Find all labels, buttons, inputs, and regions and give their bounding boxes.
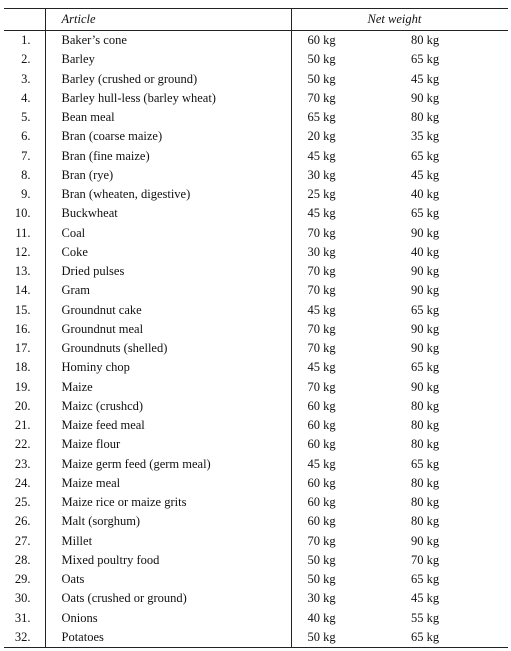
net-weight-second-cell: 65 kg	[411, 52, 440, 67]
row-number-cell: 16.	[14, 321, 31, 336]
row-number-cell: 24.	[14, 475, 31, 490]
article-cell: Bran (rye)	[45, 166, 291, 185]
article-cell: Maize	[45, 378, 291, 397]
article-cell: Groundnut cake	[45, 301, 291, 320]
net-weight-second-cell: 90 kg	[411, 341, 440, 355]
net-weight-first-cell: 30 kg	[291, 243, 391, 262]
article-column-header: Article	[45, 9, 291, 31]
net-weight-first-cell: 70 kg	[291, 378, 391, 397]
row-number-cell: 23.	[14, 456, 31, 471]
table-row	[4, 532, 508, 551]
row-number-cell: 15.	[14, 302, 31, 317]
net-weight-first-cell: 20 kg	[291, 127, 391, 146]
table-row	[4, 493, 508, 512]
article-cell: Mixed poultry food	[45, 551, 291, 570]
table-row	[4, 147, 508, 166]
article-cell: Hominy chop	[45, 358, 291, 377]
table-row	[4, 589, 508, 608]
table-body	[4, 31, 508, 648]
article-cell: Barley	[45, 50, 291, 69]
article-cell: Bean meal	[45, 108, 291, 127]
article-cell: Coal	[45, 224, 291, 243]
net-weight-second-cell: 65 kg	[411, 148, 440, 163]
net-weight-first-cell: 60 kg	[291, 474, 391, 493]
net-weight-first-cell: 30 kg	[291, 589, 391, 608]
article-cell: Malt (sorghum)	[45, 512, 291, 531]
row-number-cell: 1.	[21, 33, 31, 47]
article-cell: Potatoes	[45, 628, 291, 648]
net-weight-first-cell: 60 kg	[291, 435, 391, 454]
article-cell: Bran (wheaten, digestive)	[45, 185, 291, 204]
table-row	[4, 281, 508, 300]
net-weight-first-cell: 40 kg	[291, 609, 391, 628]
article-cell: Maize meal	[45, 474, 291, 493]
table-row	[4, 455, 508, 474]
row-number-cell: 7.	[21, 148, 31, 163]
article-cell: Baker’s cone	[45, 31, 291, 51]
net-weight-first-cell: 70 kg	[291, 281, 391, 300]
row-number-cell: 6.	[21, 129, 31, 144]
net-weight-second-cell: 90 kg	[411, 90, 440, 105]
row-number-cell: 21.	[14, 418, 31, 432]
net-weight-first-cell: 45 kg	[291, 358, 391, 377]
net-weight-second-cell: 65 kg	[391, 628, 508, 648]
net-weight-first-cell: 70 kg	[291, 320, 391, 339]
table-row	[4, 378, 508, 397]
article-cell: Groundnut meal	[45, 320, 291, 339]
net-weight-first-cell: 50 kg	[291, 570, 391, 589]
row-number-cell: 32.	[4, 628, 45, 648]
table-row	[4, 301, 508, 320]
net-weight-second-cell: 90 kg	[411, 225, 440, 240]
table-row	[4, 339, 508, 358]
net-weight-second-cell: 65 kg	[411, 206, 440, 221]
net-weight-second-cell: 90 kg	[411, 283, 440, 298]
net-weight-first-cell: 50 kg	[291, 628, 391, 648]
net-weight-first-cell: 50 kg	[291, 551, 391, 570]
table-row	[4, 551, 508, 570]
row-number-cell: 25.	[14, 495, 31, 509]
net-weight-first-cell: 45 kg	[291, 147, 391, 166]
net-weight-first-cell: 60 kg	[291, 397, 391, 416]
row-number-cell: 5.	[21, 110, 31, 124]
row-number-cell: 9.	[21, 187, 31, 201]
article-cell: Gram	[45, 281, 291, 300]
row-number-cell: 26.	[14, 514, 31, 529]
row-number-cell: 30.	[14, 591, 31, 606]
row-number-cell: 14.	[14, 283, 31, 298]
table-row	[4, 166, 508, 185]
net-weight-second-cell: 90 kg	[411, 264, 440, 278]
net-weight-first-cell: 65 kg	[291, 108, 391, 127]
table-row	[4, 358, 508, 377]
table-row	[4, 416, 508, 435]
row-number-cell: 11.	[15, 225, 31, 240]
net-weight-second-cell: 40 kg	[411, 187, 440, 201]
article-cell: Maize rice or maize grits	[45, 493, 291, 512]
net-weight-first-cell: 45 kg	[291, 455, 391, 474]
net-weight-second-cell: 80 kg	[411, 398, 440, 413]
net-weight-second-cell: 35 kg	[411, 129, 440, 144]
table-row	[4, 628, 508, 648]
table-row	[4, 474, 508, 493]
net-weight-second-cell: 40 kg	[411, 244, 440, 259]
net-weight-first-cell: 70 kg	[291, 89, 391, 108]
table-row	[4, 185, 508, 204]
row-number-cell: 4.	[21, 90, 31, 105]
row-number-cell: 17.	[14, 341, 31, 355]
net-weight-second-cell: 65 kg	[411, 456, 440, 471]
net-weight-first-cell: 70 kg	[291, 262, 391, 281]
table-row	[4, 609, 508, 628]
article-cell: Onions	[45, 609, 291, 628]
number-column-header	[4, 9, 45, 31]
article-cell: Oats	[45, 570, 291, 589]
article-cell: Maizc (crushcd)	[45, 397, 291, 416]
article-cell: Maize flour	[45, 435, 291, 454]
net-weight-first-cell: 60 kg	[291, 416, 391, 435]
table-row	[4, 512, 508, 531]
article-cell: Bran (fine maize)	[45, 147, 291, 166]
net-weight-second-cell: 70 kg	[411, 552, 440, 567]
row-number-cell: 2.	[21, 52, 31, 67]
net-weight-first-cell: 70 kg	[291, 224, 391, 243]
net-weight-first-cell: 25 kg	[291, 185, 391, 204]
table-row	[4, 435, 508, 454]
net-weight-first-cell: 60 kg	[291, 31, 391, 51]
net-weight-second-cell: 80 kg	[411, 514, 440, 529]
net-weight-first-cell: 50 kg	[291, 70, 391, 89]
article-cell: Groundnuts (shelled)	[45, 339, 291, 358]
net-weight-second-cell: 80 kg	[411, 110, 440, 124]
net-weight-second-cell: 80 kg	[411, 495, 440, 509]
table-row	[4, 204, 508, 223]
article-cell: Dried pulses	[45, 262, 291, 281]
row-number-cell: 19.	[14, 379, 31, 394]
article-cell: Maize germ feed (germ meal)	[45, 455, 291, 474]
table-row	[4, 108, 508, 127]
net-weight-first-cell: 45 kg	[291, 301, 391, 320]
row-number-cell: 13.	[14, 264, 31, 278]
net-weight-column-header: Net weight	[291, 9, 508, 31]
net-weight-first-cell: 60 kg	[291, 493, 391, 512]
net-weight-first-cell: 60 kg	[291, 512, 391, 531]
net-weight-first-cell: 70 kg	[291, 532, 391, 551]
table-row	[4, 89, 508, 108]
row-number-cell: 28.	[14, 552, 31, 567]
net-weight-first-cell: 70 kg	[291, 339, 391, 358]
net-weight-first-cell: 50 kg	[291, 50, 391, 69]
table-row	[4, 570, 508, 589]
net-weight-first-cell: 45 kg	[291, 204, 391, 223]
row-number-cell: 8.	[21, 167, 31, 182]
row-number-cell: 29.	[14, 572, 31, 586]
article-cell: Barley (crushed or ground)	[45, 70, 291, 89]
net-weight-table	[4, 8, 508, 648]
net-weight-second-cell: 45 kg	[411, 591, 440, 606]
net-weight-second-cell: 90 kg	[411, 379, 440, 394]
table-row	[4, 70, 508, 89]
table-row	[4, 50, 508, 69]
net-weight-second-cell: 55 kg	[411, 610, 440, 625]
net-weight-second-cell: 80 kg	[411, 475, 440, 490]
net-weight-second-cell: 80 kg	[411, 418, 440, 432]
row-number-cell: 22.	[14, 437, 31, 452]
table-row	[4, 127, 508, 146]
table-row	[4, 262, 508, 281]
row-number-cell: 3.	[21, 71, 31, 86]
net-weight-second-cell: 45 kg	[411, 167, 440, 182]
table-row	[4, 320, 508, 339]
net-weight-second-cell: 90 kg	[411, 321, 440, 336]
row-number-cell: 10.	[14, 206, 31, 221]
net-weight-second-cell: 80 kg	[411, 33, 440, 47]
net-weight-second-cell: 90 kg	[411, 533, 440, 548]
net-weight-second-cell: 80 kg	[411, 437, 440, 452]
article-cell: Coke	[45, 243, 291, 262]
row-number-cell: 20.	[14, 398, 31, 413]
article-cell: Barley hull-less (barley wheat)	[45, 89, 291, 108]
row-number-cell: 12.	[14, 244, 31, 259]
row-number-cell: 18.	[14, 360, 31, 375]
article-cell: Oats (crushed or ground)	[45, 589, 291, 608]
row-number-cell: 31.	[14, 610, 31, 625]
article-cell: Bran (coarse maize)	[45, 127, 291, 146]
net-weight-second-cell: 65 kg	[411, 360, 440, 375]
table-row	[4, 243, 508, 262]
row-number-cell: 27.	[14, 533, 31, 548]
net-weight-first-cell: 30 kg	[291, 166, 391, 185]
article-cell: Buckwheat	[45, 204, 291, 223]
article-cell: Maize feed meal	[45, 416, 291, 435]
table-row	[4, 31, 508, 51]
table-header-row	[4, 9, 508, 31]
net-weight-second-cell: 45 kg	[411, 71, 440, 86]
table-row	[4, 397, 508, 416]
net-weight-second-cell: 65 kg	[411, 302, 440, 317]
article-cell: Millet	[45, 532, 291, 551]
net-weight-second-cell: 65 kg	[411, 572, 440, 586]
table-row	[4, 224, 508, 243]
